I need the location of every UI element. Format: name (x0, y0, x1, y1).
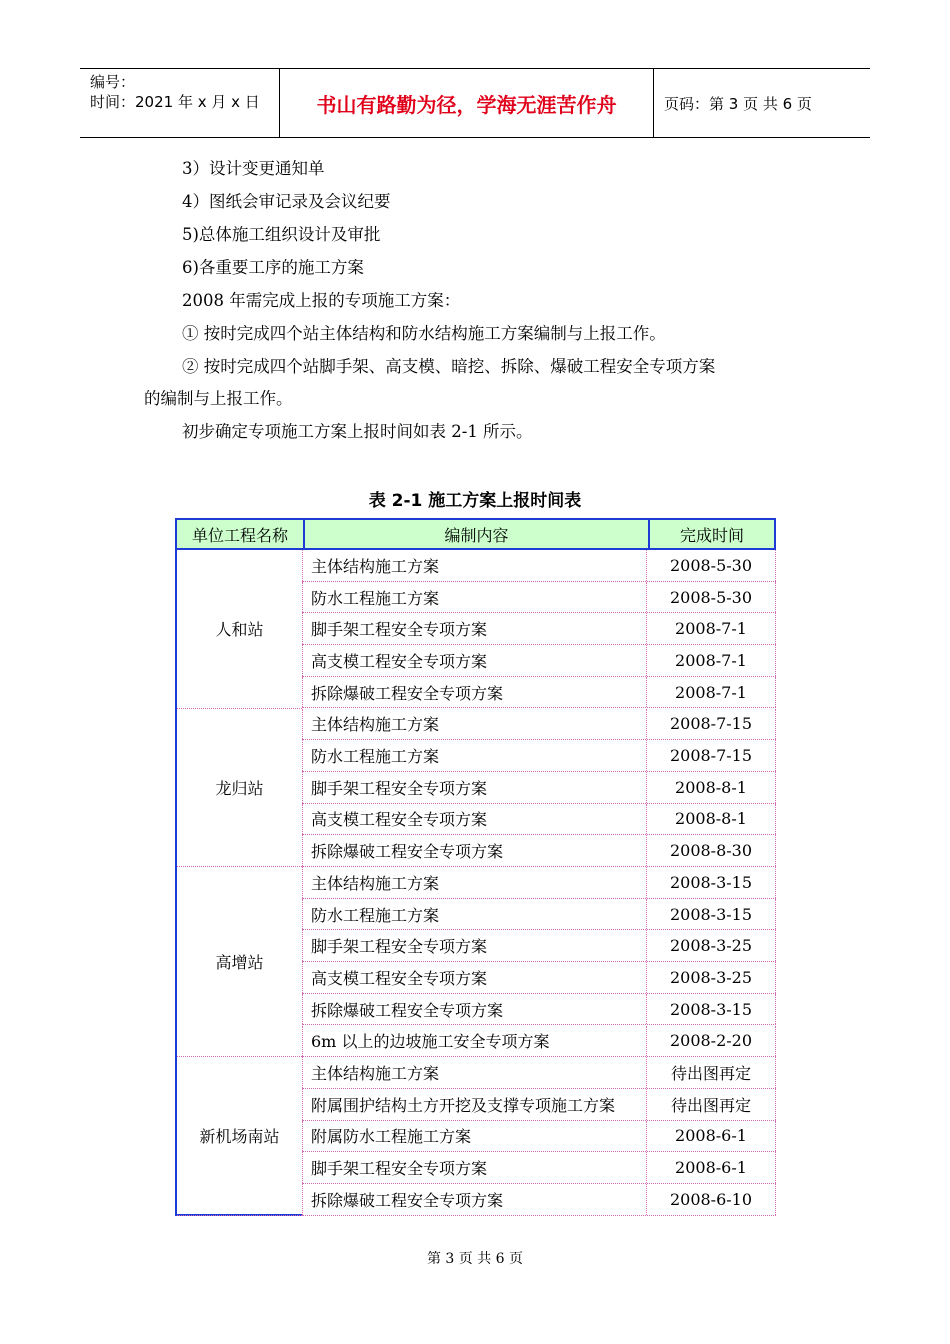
table-row (302, 994, 776, 1026)
plan-item-2-cont: 的编制与上报工作。 (144, 389, 293, 408)
plan-intro: 2008 年需完成上报的专项施工方案： (182, 291, 461, 310)
date-cell: 2008-7-1 (647, 677, 776, 708)
header-number: 编号： (90, 73, 136, 91)
list-item-4: 4）图纸会审记录及会议纪要 (182, 192, 391, 211)
date-cell: 2008-7-1 (647, 613, 776, 644)
table-row (302, 550, 776, 582)
content-cell: 脚手架工程安全专项方案 (302, 772, 647, 803)
date-cell: 2008-3-15 (647, 899, 776, 930)
header-meta (80, 69, 280, 137)
content-cell: 脚手架工程安全专项方案 (302, 1152, 647, 1183)
content-cell: 脚手架工程安全专项方案 (302, 613, 647, 644)
table-row (302, 1121, 776, 1153)
table-row (302, 1026, 776, 1058)
date-cell: 2008-8-30 (647, 835, 776, 866)
table-row (302, 867, 776, 899)
header-unit: 单位工程名称 (177, 520, 305, 548)
content-cell: 高支模工程安全专项方案 (302, 645, 647, 676)
header-motto: 书山有路勤为径，学海无涯苦作舟 (280, 69, 654, 137)
page-header (80, 68, 870, 138)
content-cell: 防水工程施工方案 (302, 582, 647, 613)
table-row (302, 930, 776, 962)
date-cell: 2008-7-15 (647, 740, 776, 771)
date-cell: 2008-5-30 (647, 582, 776, 613)
station-cell: 龙归站 (177, 709, 302, 868)
date-cell: 2008-7-15 (647, 709, 776, 740)
table-row (302, 962, 776, 994)
content-cell: 附属防水工程施工方案 (302, 1121, 647, 1152)
date-cell: 2008-8-1 (647, 804, 776, 835)
content-cell: 6m 以上的边坡施工安全专项方案 (302, 1026, 647, 1057)
date-cell: 2008-3-25 (647, 962, 776, 993)
table-row (302, 1152, 776, 1184)
content-cell: 拆除爆破工程安全专项方案 (302, 835, 647, 866)
schedule-table (175, 518, 776, 1216)
header-date: 完成时间 (679, 525, 744, 545)
table-row (302, 772, 776, 804)
table-row (302, 1184, 776, 1216)
table-row (302, 677, 776, 709)
date-cell: 2008-6-1 (647, 1152, 776, 1183)
date-cell: 待出图再定 (647, 1089, 776, 1120)
date-cell: 2008-3-25 (647, 930, 776, 961)
date-cell: 2008-5-30 (647, 550, 776, 581)
content-cell: 脚手架工程安全专项方案 (302, 930, 647, 961)
header-date: 时间：2021 年 x 月 x 日 (90, 93, 260, 111)
list-item-5: 5)总体施工组织设计及审批 (182, 225, 381, 244)
station-cell: 新机场南站 (177, 1057, 302, 1216)
table-row (302, 1057, 776, 1089)
page-footer: 第 3 页 共 6 页 (426, 1251, 524, 1267)
table-row (302, 709, 776, 741)
plan-item-2: ② 按时完成四个站脚手架、高支模、暗挖、拆除、爆破工程安全专项方案 (182, 357, 716, 376)
table-caption: 表 2-1 施工方案上报时间表 (368, 491, 582, 511)
date-cell: 待出图再定 (647, 1057, 776, 1088)
table-row (302, 740, 776, 772)
table-row (302, 804, 776, 836)
date-cell: 2008-6-1 (647, 1121, 776, 1152)
header-page-info: 页码：第 3 页 共 6 页 (664, 94, 812, 113)
table-row (302, 835, 776, 867)
date-cell: 2008-7-1 (647, 645, 776, 676)
date-cell: 2008-3-15 (647, 867, 776, 898)
table-row (302, 1089, 776, 1121)
table-row (302, 613, 776, 645)
date-cell: 2008-2-20 (647, 1026, 776, 1057)
station-cell: 人和站 (177, 550, 302, 709)
table-intro: 初步确定专项施工方案上报时间如表 2-1 所示。 (182, 422, 533, 441)
table-row (302, 899, 776, 931)
date-cell: 2008-6-10 (647, 1184, 776, 1215)
content-cell: 高支模工程安全专项方案 (302, 804, 647, 835)
content-cell: 主体结构施工方案 (302, 550, 647, 581)
date-cell: 2008-3-15 (647, 994, 776, 1025)
station-cell: 高增站 (177, 867, 302, 1057)
table-row (302, 645, 776, 677)
content-cell: 防水工程施工方案 (302, 740, 647, 771)
content-cell: 附属围护结构土方开挖及支撑专项施工方案 (302, 1089, 647, 1120)
content-cell: 拆除爆破工程安全专项方案 (302, 677, 647, 708)
plan-item-1: ① 按时完成四个站主体结构和防水结构施工方案编制与上报工作。 (182, 324, 666, 343)
table-row (302, 582, 776, 614)
list-item-3: 3）设计变更通知单 (182, 159, 325, 178)
list-item-6: 6)各重要工序的施工方案 (182, 258, 364, 277)
content-cell: 主体结构施工方案 (302, 1057, 647, 1088)
content-cell: 主体结构施工方案 (302, 867, 647, 898)
content-cell: 防水工程施工方案 (302, 899, 647, 930)
content-cell: 高支模工程安全专项方案 (302, 962, 647, 993)
content-cell: 主体结构施工方案 (302, 709, 647, 740)
date-cell: 2008-8-1 (647, 772, 776, 803)
content-cell: 拆除爆破工程安全专项方案 (302, 994, 647, 1025)
header-content: 编制内容 (305, 520, 650, 548)
table-header-row (175, 518, 776, 550)
content-cell: 拆除爆破工程安全专项方案 (302, 1184, 647, 1215)
